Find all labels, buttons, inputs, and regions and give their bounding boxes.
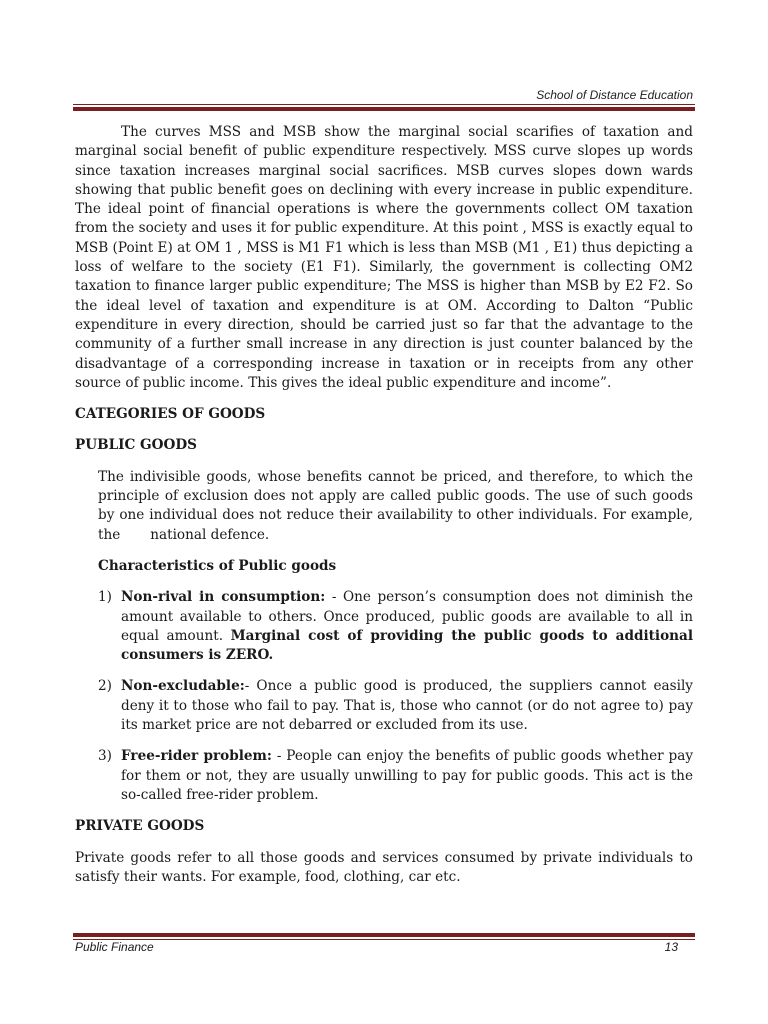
list-number: 3) [98, 748, 112, 765]
public-def-example: national defence. [150, 526, 270, 543]
heading-categories: CATEGORIES OF GOODS [75, 406, 266, 423]
item-text: - People can enjoy the benefits of public goods whether pay for them or not, they are usually unwilling to pay for public goods. This act is the so-called free-rider problem. [121, 748, 694, 803]
item-emphasis: Marginal cost of providing the public goods to additional consumers is ZERO. [121, 627, 693, 664]
public-def-text: The indivisible goods, whose benefits cannot be priced, and therefore, to which the principle of exclusion does not apply are called public goods. The use of such goods by one individual does not reduce their availability to other individuals. For example, the [98, 468, 693, 543]
item-term: Non-excludable: [121, 678, 245, 695]
item-term: Non-rival in consumption: [121, 589, 326, 606]
item-text: - Once a public good is produced, the suppliers cannot easily deny it to those who fail to pay. That is, those who cannot (or do not agree to) pay its market price are not debarred or excluded from its use. [121, 678, 693, 734]
list-number: 2) [98, 678, 112, 695]
public-goods-section [98, 468, 693, 805]
footer-rule [73, 933, 695, 940]
list-item [98, 747, 693, 805]
page-number: 13 [664, 940, 678, 954]
heading-private-goods: PRIVATE GOODS [75, 818, 205, 835]
heading-public-goods: PUBLIC GOODS [75, 437, 197, 454]
intro-paragraph: The curves MSS and MSB show the marginal social scarifies of taxation and marginal social benefit of public expenditure respectively. MSS curve slopes up words since taxation increases marginal social sacrifices. MSB curves slopes down wards showing that public benefit goes on declining with every increase in public expenditure. The ideal point of financial operations is where the governments collect OM taxation from the society and uses it for public expenditure. At this point , MSS is exactly equal to MSB (Point E) at OM 1 , MSS is M1 F1 which is less than MSB (M1 , E1) thus depicting a loss of welfare to the society (E1 F1). Similarly, the government is collecting OM2 taxation to finance larger public expenditure; The MSS is higher than MSB by E2 F2. So the ideal level of taxation and expenditure is at OM. According to Dalton “Public expenditure in every direction, should be carried just so far that the advantage to the community of a further small increase in any direction is just counter balanced by the disadvantage of a corresponding increase in taxation or in receipts from any other source of public income. This gives the ideal public expenditure and income”. [75, 124, 693, 391]
public-goods-definition [98, 468, 693, 545]
header-rule [73, 104, 695, 111]
running-header: School of Distance Education [536, 88, 693, 102]
list-number: 1) [98, 589, 112, 606]
page-body [75, 123, 693, 887]
characteristics-list [98, 588, 693, 805]
characteristics-title: Characteristics of Public goods [98, 557, 337, 574]
list-item [98, 677, 693, 735]
list-item [98, 588, 693, 665]
private-goods-definition: Private goods refer to all those goods and services consumed by private individuals to satisfy their wants. For example, food, clothing, car etc. [75, 849, 693, 885]
item-term: Free-rider problem: [121, 748, 272, 765]
item-text: - One person’s consumption does not diminish the amount available to others. Once produced, public goods are available to all in equal amount. [121, 589, 693, 644]
footer-subject: Public Finance [75, 940, 154, 954]
